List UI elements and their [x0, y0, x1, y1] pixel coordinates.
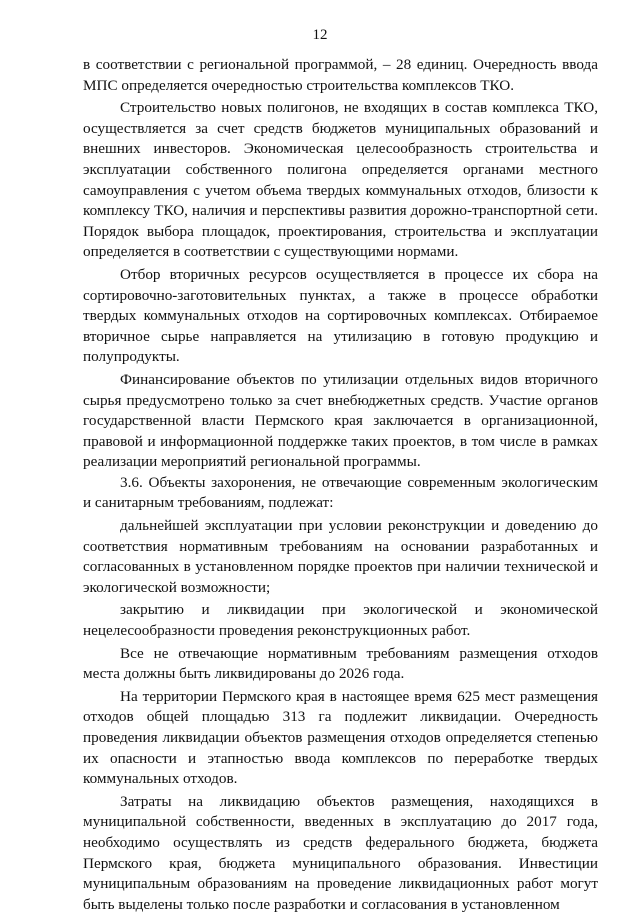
paragraph-section-3-6: 3.6. Объекты захоронения, не отвечающие современным экологическим и санитарным требованиям, подлежат:: [83, 473, 598, 512]
document-body: [83, 55, 598, 915]
paragraph-continuation: в соответствии с региональной программой, – 28 единиц. Очередность ввода МПС определяется очередностью строительства комплексов ТКО.: [83, 56, 598, 94]
paragraph-liquidation-costs: Затраты на ликвидацию объектов размещения, находящихся в муниципальной собственности, введенных в эксплуатацию до 2017 года, необходимо осуществлять из средств федерального бюджета, бюджета Пермского края, бюджета муниципального образования. Инвестиции муниципальным образованиям на проведение ликвидационных работ могут быть выделены только после разработки и согласования в установленном: [83, 792, 598, 913]
paragraph-financing: Финансирование объектов по утилизации отдельных видов вторичного сырья предусмотрено только за счет внебюджетных средств. Участие органов государственной власти Пермского края заключается в организационной, правовой и информационной поддержке таких проектов, в том числе в рамках реализации мероприятий региональной программы.: [83, 370, 598, 471]
page-number: 12: [312, 27, 328, 43]
paragraph-perm-territory: На территории Пермского края в настоящее время 625 мест размещения отходов общей площадью 313 га подлежит ликвидации. Очередность проведения ликвидации объектов размещения отходов определяется степенью их опасности и этапностью ввода комплексов по переработке твердых коммунальных отходов.: [83, 687, 598, 788]
paragraph-further-operation: дальнейшей эксплуатации при условии реконструкции и доведению до соответствия нормативным требованиям на основании разработанных и согласованных в установленном порядке проектов при наличии технической и экологической возможности;: [83, 517, 598, 596]
paragraph-closure: закрытию и ликвидации при экологической и экономической нецелесообразности проведения реконструкционных работ.: [83, 601, 598, 640]
paragraph-liquidation-deadline: Все не отвечающие нормативным требованиям размещения отходов места должны быть ликвидированы до 2026 года.: [83, 644, 598, 683]
paragraph-landfill-construction: Строительство новых полигонов, не входящих в состав комплекса ТКО, осуществляется за счет средств бюджетов муниципальных образований и внешних инвесторов. Экономическая целесообразность строительства и эксплуатации собственного полигона определяется органами местного самоуправления с учетом объема твердых коммунальных отходов, близости к комплексу ТКО, наличия и перспективы развития дорожно-транспортной сети. Порядок выбора площадок, проектирования, строительства и эксплуатации определяется в соответствии с существующими нормами.: [83, 99, 598, 261]
paragraph-secondary-resources: Отбор вторичных ресурсов осуществляется в процессе их сбора на сортировочно-заготовительных пунктах, а также в процессе обработки твердых коммунальных отходов на сортировочных комплексах. Отбираемое вторичное сырье направляется на утилизацию в готовую продукцию и полупродукты.: [83, 265, 598, 366]
